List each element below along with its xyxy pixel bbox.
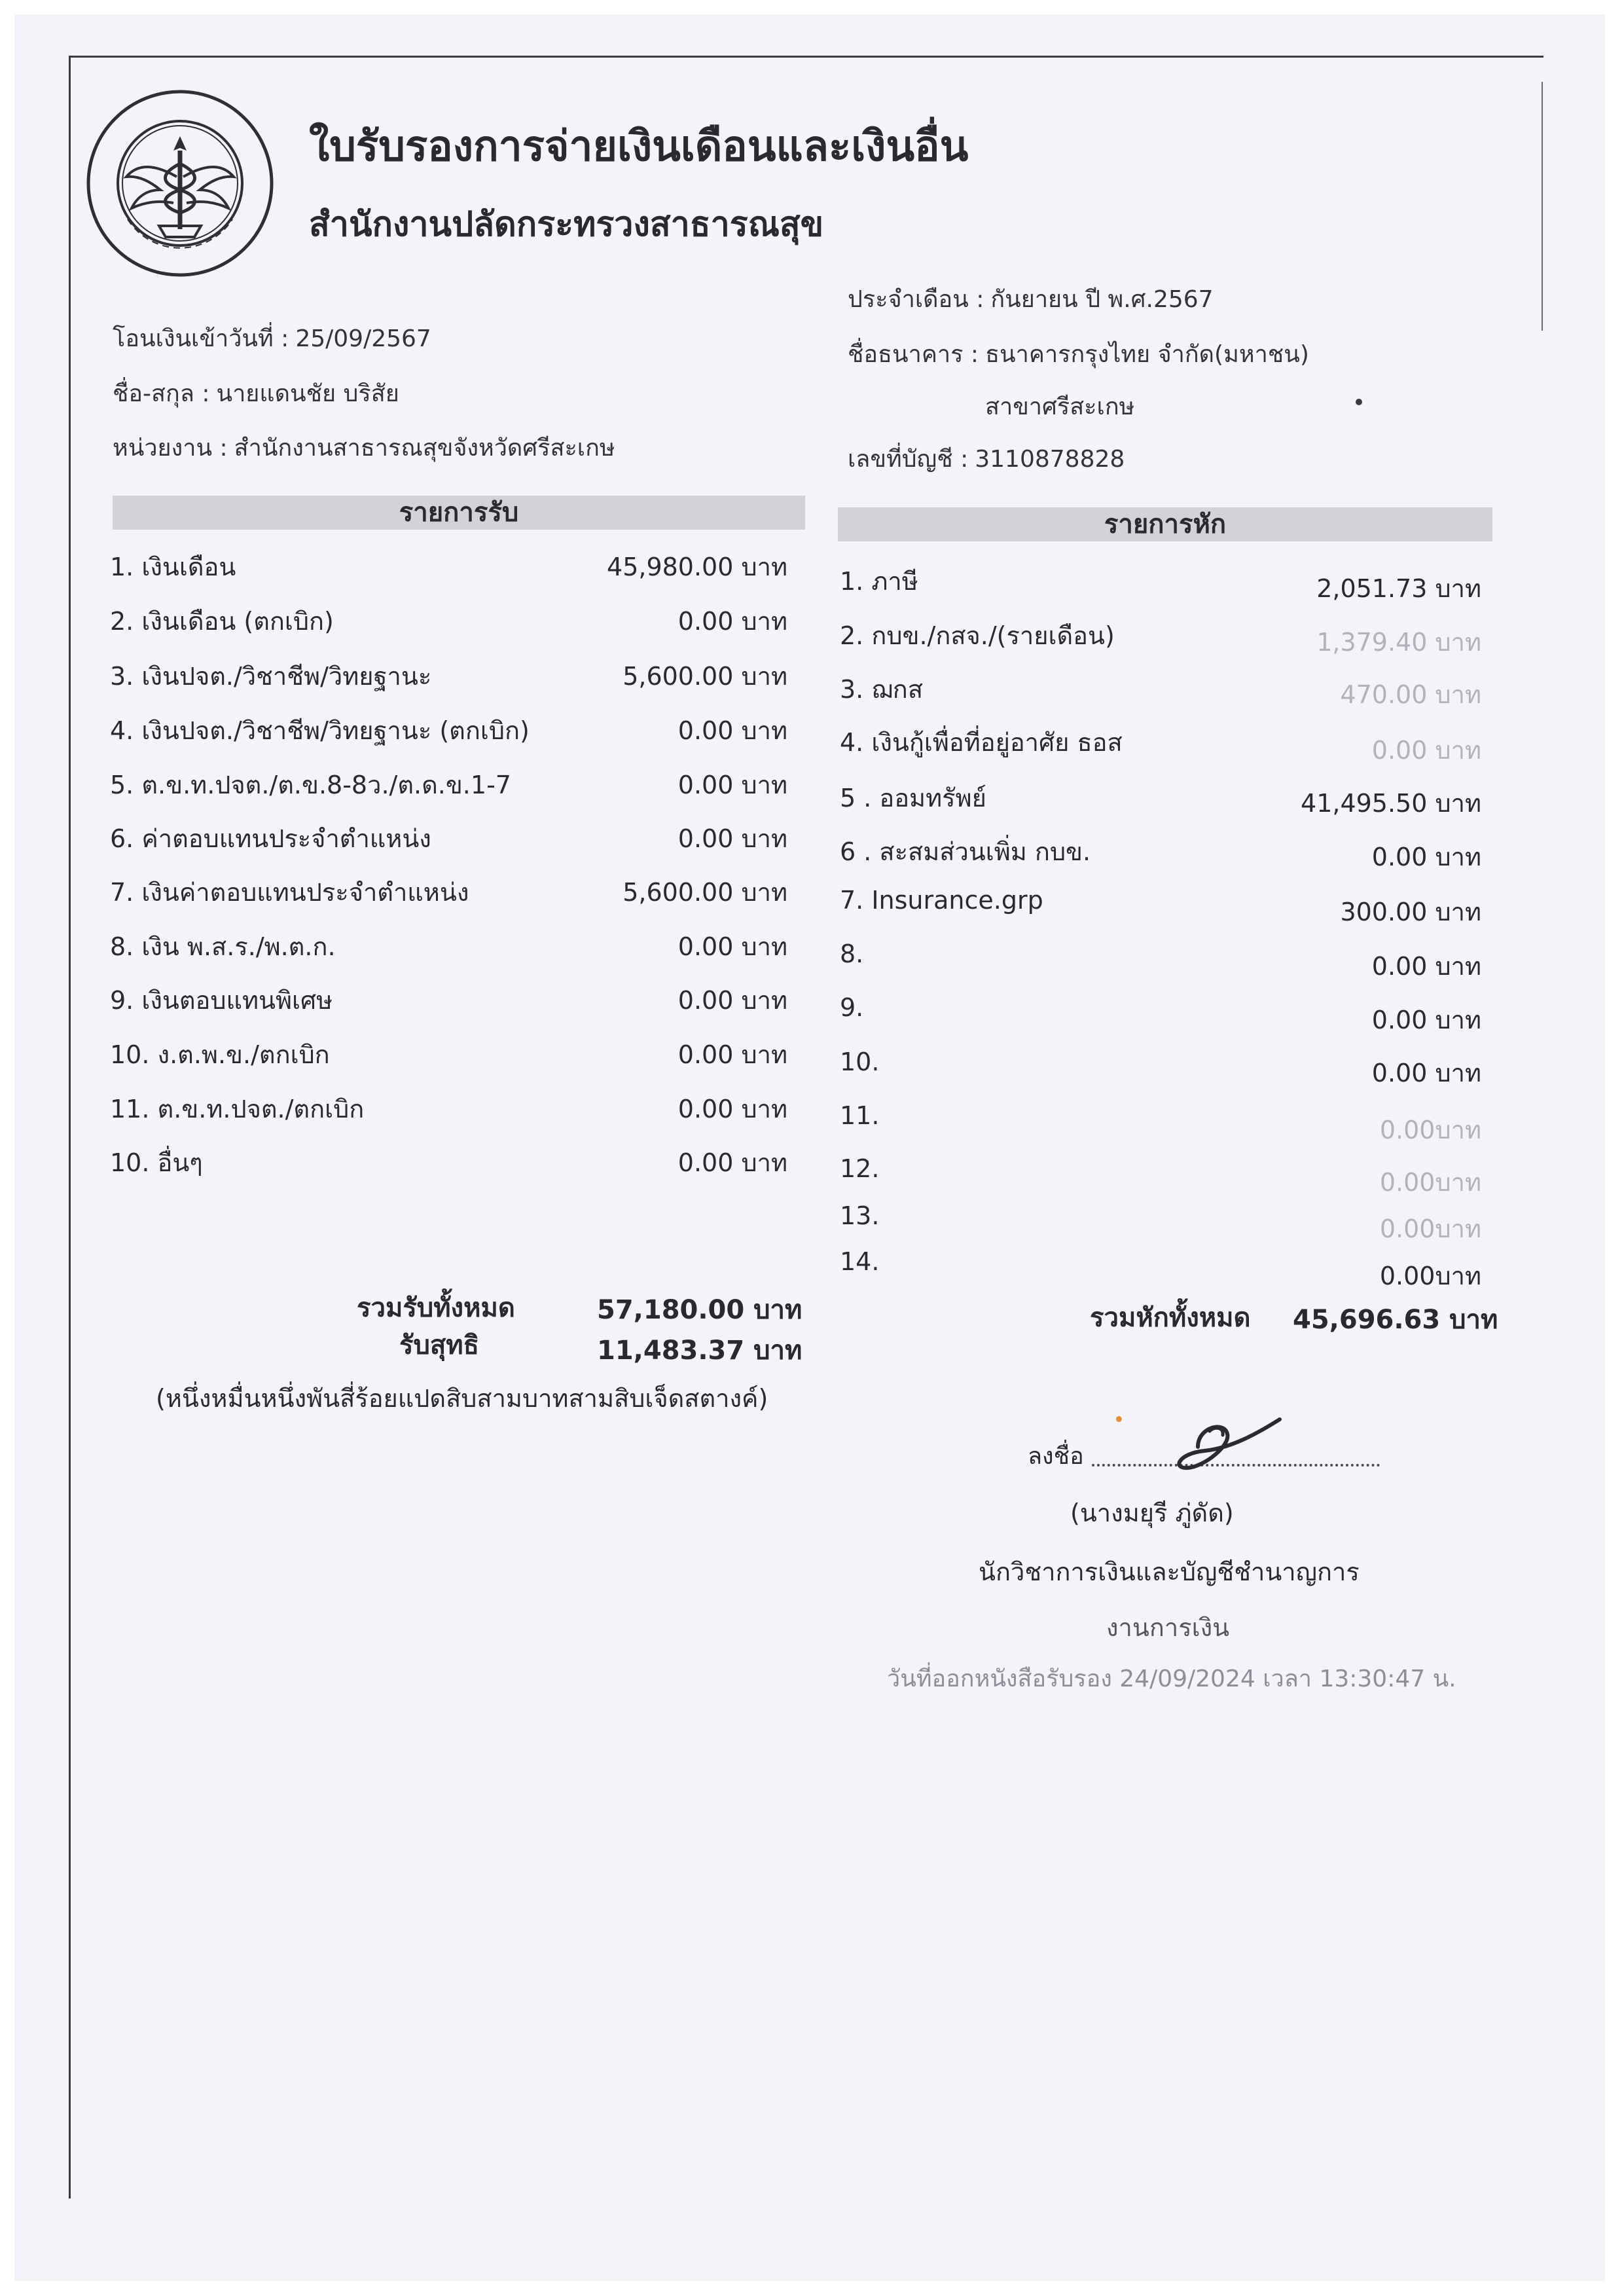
deduction-item (840, 722, 1481, 765)
deduction-item-amount: 0.00บาท (1379, 1168, 1481, 1197)
deduction-item (840, 939, 1481, 979)
income-item-amount: 0.00 บาท (677, 1095, 787, 1123)
deduction-item-amount: 0.00บาท (1379, 1262, 1481, 1290)
deduction-item-label: 5 . ออมทรัพย์ (840, 784, 986, 812)
income-item-amount: 45,980.00 บาท (607, 553, 787, 581)
deduction-item-label: 4. เงินกู้เพื่อที่อยู่อาศัย ธอส (840, 728, 1123, 757)
income-item (110, 710, 787, 750)
deduction-item-amount: 0.00 บาท (1371, 843, 1481, 871)
income-item (110, 1089, 787, 1128)
net-income-words: (หนึ่งหมื่นหนึ่งพันสี่ร้อยแปดสิบสามบาทสามสิบเจ็ดสตางค์) (156, 1384, 768, 1413)
deduction-item-label: 11. (840, 1101, 880, 1130)
income-item (110, 765, 787, 804)
income-item-label: 9. เงินตอบแทนพิเศษ (110, 986, 333, 1015)
income-item-amount: 0.00 บาท (677, 771, 787, 799)
net-income-value: 11,483.37 บาท (597, 1336, 803, 1366)
income-item-amount: 5,600.00 บาท (623, 878, 787, 907)
income-item-label: 4. เงินปจต./วิชาชีพ/วิทยฐานะ (ตกเบิก) (110, 716, 530, 745)
deduction-item (840, 669, 1481, 708)
signer-name: (นางมยุรี ภู่ดัด) (1070, 1499, 1234, 1527)
unit-label: หน่วยงาน : (113, 435, 228, 462)
deduction-section-header: รายการหัก (838, 507, 1492, 541)
document-title: ใบรับรองการจ่ายเงินเดือนและเงินอื่น (309, 122, 969, 171)
deduction-item-amount: 0.00 บาท (1371, 1006, 1481, 1034)
deduction-item-label: 13. (840, 1201, 880, 1230)
income-item-label: 8. เงิน พ.ส.ร./พ.ต.ก. (110, 932, 336, 961)
deduction-item (840, 1154, 1481, 1197)
transfer-date-label: โอนเงินเข้าวันที่ : (113, 325, 289, 352)
deduction-item (840, 1101, 1481, 1144)
income-item (110, 1034, 787, 1074)
unit-row (113, 429, 615, 466)
account-value: 3110878828 (975, 446, 1125, 473)
income-section-header: รายการรับ (113, 496, 805, 530)
income-item (110, 872, 787, 911)
income-item-amount: 0.00 บาท (677, 986, 787, 1015)
income-item (110, 547, 787, 586)
deduction-item-amount: 41,495.50 บาท (1301, 789, 1481, 818)
signer-department: งานการเงิน (1106, 1613, 1230, 1642)
signer-position: นักวิชาการเงินและบัญชีชำนาญการ (979, 1558, 1360, 1586)
deduction-item-label: 12. (840, 1154, 880, 1183)
account-label: เลขที่บัญชี : (848, 446, 969, 473)
name-row (113, 374, 399, 412)
income-item (110, 1142, 787, 1182)
net-income-label: รับสุทธิ (399, 1330, 480, 1360)
issued-timestamp: วันที่ออกหนังสือรับรอง 24/09/2024 เวลา 13:30:47 น. (887, 1666, 1456, 1692)
signature-label: ลงชื่อ (1028, 1443, 1084, 1470)
deduction-item-label: 1. ภาษี (840, 567, 918, 596)
name-label: ชื่อ-สกุล : (113, 380, 210, 407)
deduction-item (840, 1048, 1481, 1087)
income-item-amount: 5,600.00 บาท (623, 662, 787, 691)
deduction-item (840, 561, 1481, 603)
deduction-item-amount: 0.00 บาท (1371, 736, 1481, 765)
income-item-label: 7. เงินค่าตอบแทนประจำตำแหน่ง (110, 878, 469, 907)
deduction-item-label: 8. (840, 939, 864, 968)
income-item (110, 656, 787, 695)
income-item-label: 11. ต.ข.ท.ปจต./ตกเบิก (110, 1095, 365, 1123)
deduction-item-amount: 0.00 บาท (1371, 1059, 1481, 1087)
deduction-item-label: 14. (840, 1247, 880, 1276)
handwritten-signature (1159, 1408, 1290, 1480)
income-item-amount: 0.00 บาท (677, 824, 787, 853)
ink-dot (1116, 1416, 1122, 1422)
income-item-label: 1. เงินเดือน (110, 553, 236, 581)
deduction-item-amount: 0.00บาท (1379, 1116, 1481, 1144)
income-item-amount: 0.00 บาท (677, 716, 787, 745)
bank-branch: สาขาศรีสะเกษ (985, 393, 1135, 420)
income-item-amount: 0.00 บาท (677, 1040, 787, 1069)
transfer-date-row (113, 319, 431, 357)
deduction-item (840, 615, 1481, 655)
bank-value: ธนาคารกรุงไทย จำกัด(มหาชน) (985, 341, 1309, 368)
deduction-item-label: 7. Insurance.grp (840, 886, 1043, 915)
deduction-item-amount: 2,051.73 บาท (1316, 574, 1481, 603)
income-item (110, 926, 787, 966)
month-value: กันยายน ปี พ.ศ.2567 (990, 286, 1214, 313)
ink-mark (1356, 399, 1362, 405)
deduction-item-amount: 1,379.40 บาท (1316, 628, 1481, 657)
deduction-item (840, 886, 1481, 925)
income-item-amount: 0.00 บาท (677, 1148, 787, 1177)
deduction-item (840, 993, 1481, 1032)
income-total-label: รวมรับทั้งหมด (357, 1293, 515, 1323)
income-item-amount: 0.00 บาท (677, 932, 787, 961)
income-item-amount: 0.00 บาท (677, 607, 787, 636)
deduction-item (840, 778, 1481, 817)
frame-right-edge (1542, 82, 1543, 331)
deduction-item (840, 1247, 1481, 1290)
income-item (110, 818, 787, 858)
income-item (110, 980, 787, 1019)
bank-label: ชื่อธนาคาร : (848, 341, 979, 368)
income-total-value: 57,180.00 บาท (597, 1295, 803, 1325)
deduction-item (840, 1201, 1481, 1241)
month-row (848, 280, 1214, 318)
income-item (110, 601, 787, 640)
deduction-item-label: 3. ฌกส (840, 675, 924, 704)
deduction-total-value: 45,696.63 บาท (1293, 1305, 1498, 1335)
transfer-date-value: 25/09/2567 (295, 325, 431, 352)
deduction-item (840, 831, 1481, 871)
deduction-item-label: 10. (840, 1048, 880, 1076)
income-item-label: 6. ค่าตอบแทนประจำตำแหน่ง (110, 824, 431, 853)
deduction-item-amount: 470.00 บาท (1340, 680, 1481, 709)
month-label: ประจำเดือน : (848, 286, 984, 313)
name-value: นายแดนชัย บริสัย (216, 380, 399, 407)
deduction-item-amount: 0.00บาท (1379, 1214, 1481, 1243)
document-subtitle: สำนักงานปลัดกระทรวงสาธารณสุข (309, 205, 824, 244)
income-item-label: 3. เงินปจต./วิชาชีพ/วิทยฐานะ (110, 662, 432, 691)
deduction-item-amount: 300.00 บาท (1340, 898, 1481, 926)
deduction-item-amount: 0.00 บาท (1371, 952, 1481, 981)
deduction-total-label: รวมหักทั้งหมด (1090, 1303, 1251, 1333)
ministry-seal-logo (82, 85, 278, 282)
bank-row (848, 335, 1309, 373)
income-item-label: 10. อื่นๆ (110, 1148, 203, 1177)
income-item-label: 5. ต.ข.ท.ปจต./ต.ข.8-8ว./ต.ด.ข.1-7 (110, 771, 511, 799)
income-item-label: 10. ง.ต.พ.ข./ตกเบิก (110, 1040, 330, 1069)
deduction-item-label: 9. (840, 993, 864, 1022)
account-row (848, 440, 1125, 477)
deduction-item-label: 2. กบข./กสจ./(รายเดือน) (840, 621, 1115, 650)
income-item-label: 2. เงินเดือน (ตกเบิก) (110, 607, 334, 636)
unit-value: สำนักงานสาธารณสุขจังหวัดศรีสะเกษ (234, 435, 615, 462)
deduction-item-label: 6 . สะสมส่วนเพิ่ม กบข. (840, 837, 1091, 866)
